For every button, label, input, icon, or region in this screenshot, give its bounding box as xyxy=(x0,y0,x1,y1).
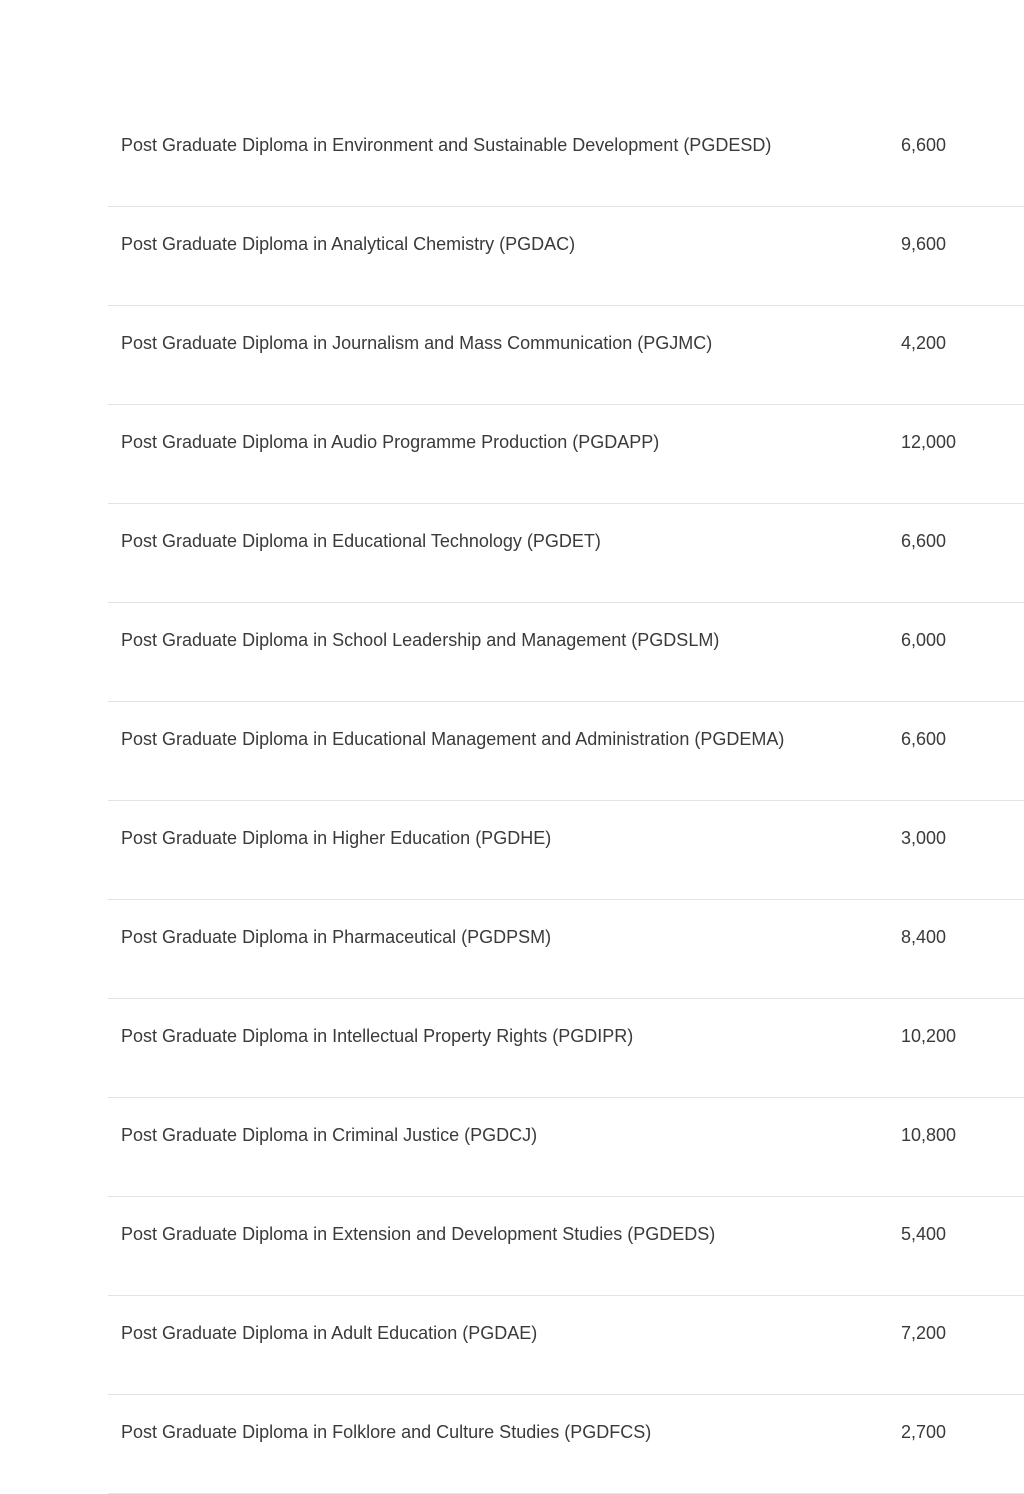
program-name: Post Graduate Diploma in Audio Programme Production (PGDAPP) xyxy=(108,405,901,504)
table-row xyxy=(108,1296,1024,1395)
table-row xyxy=(108,108,1024,207)
table-row xyxy=(108,603,1024,702)
table-row xyxy=(108,1098,1024,1197)
program-fee: 2,700 xyxy=(901,1395,1024,1494)
program-name: Post Graduate Diploma in Folklore and Culture Studies (PGDFCS) xyxy=(108,1395,901,1494)
table-row xyxy=(108,900,1024,999)
program-fee: 10,800 xyxy=(901,1098,1024,1197)
table-row xyxy=(108,1197,1024,1296)
table-row xyxy=(108,504,1024,603)
program-name: Post Graduate Diploma in Criminal Justice (PGDCJ) xyxy=(108,1098,901,1197)
program-name: Post Graduate Diploma in School Leadership and Management (PGDSLM) xyxy=(108,603,901,702)
program-name: Post Graduate Diploma in Analytical Chemistry (PGDAC) xyxy=(108,207,901,306)
program-fee: 4,200 xyxy=(901,306,1024,405)
table-row xyxy=(108,207,1024,306)
program-fee: 8,400 xyxy=(901,900,1024,999)
program-name: Post Graduate Diploma in Higher Education (PGDHE) xyxy=(108,801,901,900)
program-name: Post Graduate Diploma in Educational Technology (PGDET) xyxy=(108,504,901,603)
program-fee: 10,200 xyxy=(901,999,1024,1098)
program-fee: 5,400 xyxy=(901,1197,1024,1296)
program-fee: 6,600 xyxy=(901,108,1024,207)
program-fee: 6,000 xyxy=(901,603,1024,702)
program-name: Post Graduate Diploma in Adult Education (PGDAE) xyxy=(108,1296,901,1395)
table-row xyxy=(108,702,1024,801)
program-name: Post Graduate Diploma in Journalism and Mass Communication (PGJMC) xyxy=(108,306,901,405)
table-row xyxy=(108,801,1024,900)
program-name: Post Graduate Diploma in Educational Management and Administration (PGDEMA) xyxy=(108,702,901,801)
program-name: Post Graduate Diploma in Intellectual Property Rights (PGDIPR) xyxy=(108,999,901,1098)
program-name: Post Graduate Diploma in Environment and Sustainable Development (PGDESD) xyxy=(108,108,901,207)
program-name: Post Graduate Diploma in Pharmaceutical (PGDPSM) xyxy=(108,900,901,999)
program-fee: 9,600 xyxy=(901,207,1024,306)
program-name: Post Graduate Diploma in Extension and Development Studies (PGDEDS) xyxy=(108,1197,901,1296)
program-fee-table xyxy=(108,108,1024,1494)
program-fee: 6,600 xyxy=(901,702,1024,801)
program-fee: 12,000 xyxy=(901,405,1024,504)
program-fee: 3,000 xyxy=(901,801,1024,900)
table-row xyxy=(108,306,1024,405)
table-row xyxy=(108,405,1024,504)
program-fee: 7,200 xyxy=(901,1296,1024,1395)
program-fee-table-body xyxy=(108,108,1024,1494)
program-fee: 6,600 xyxy=(901,504,1024,603)
table-row xyxy=(108,999,1024,1098)
table-row xyxy=(108,1395,1024,1494)
